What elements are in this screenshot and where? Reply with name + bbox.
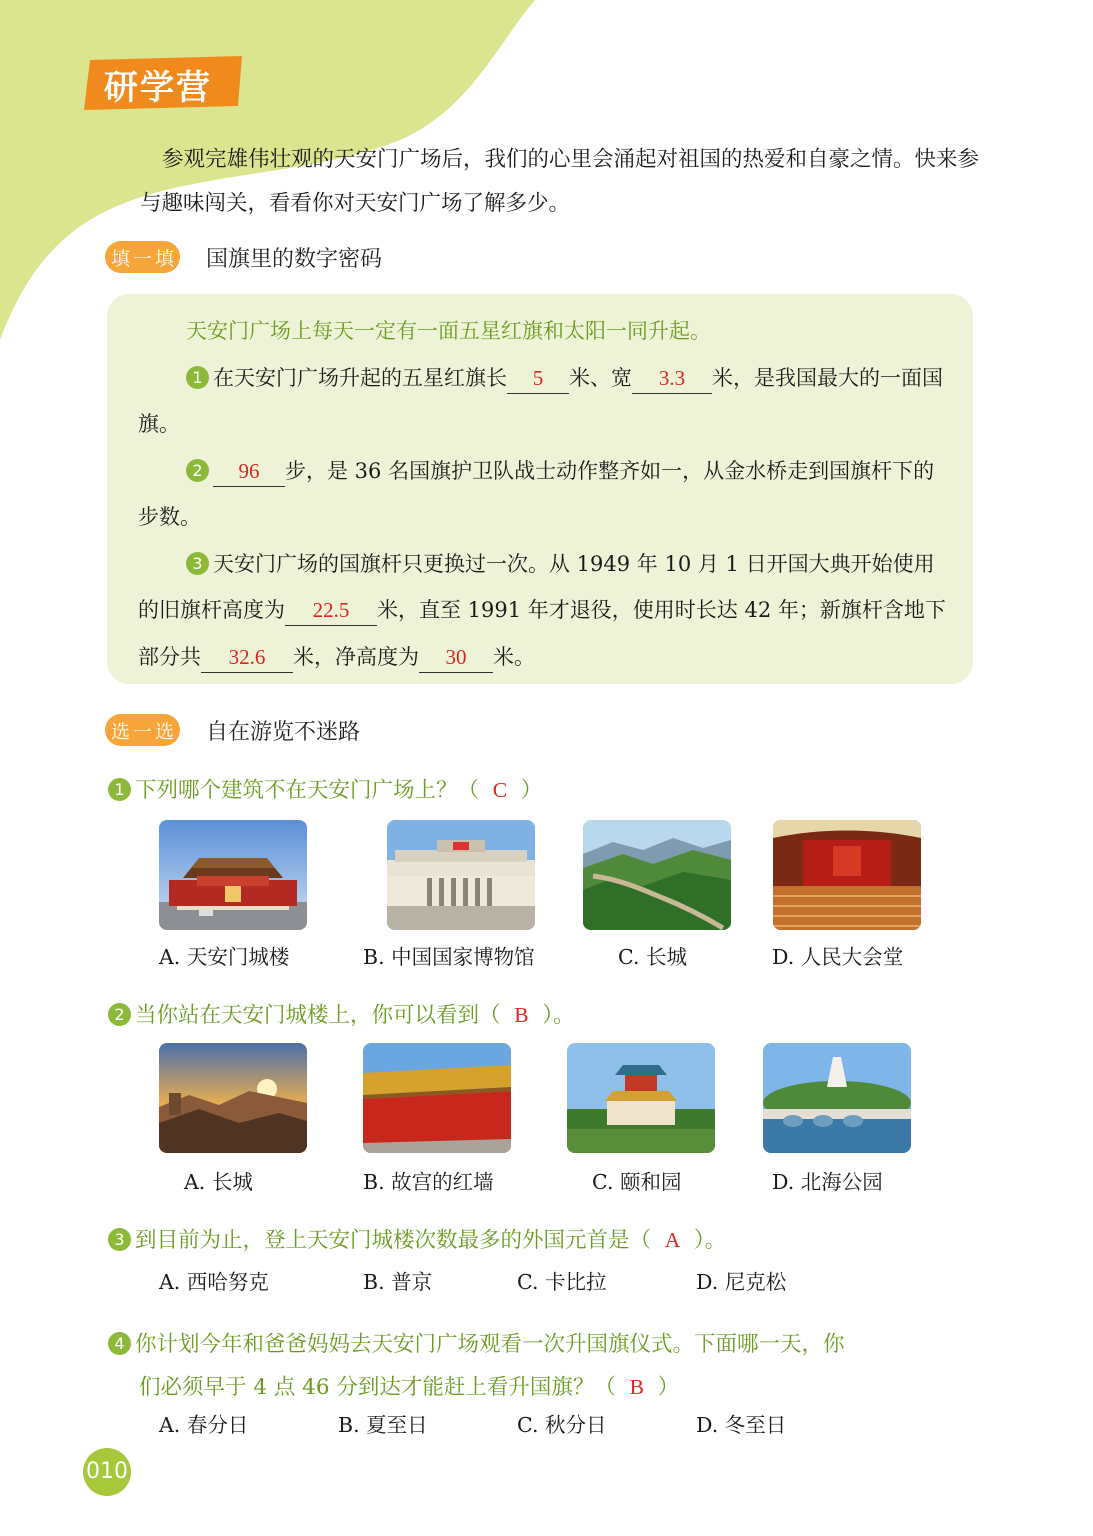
fill-item-1 — [138, 355, 953, 448]
answer: C — [492, 778, 508, 802]
q1-option-c: C. 长城 — [618, 945, 687, 969]
question-text: 下列哪个建筑不在天安门广场上？（ — [135, 778, 480, 803]
fill-text: 米、宽 — [569, 365, 632, 390]
photo-great-hall — [773, 820, 921, 930]
q2-option-d: D. 北海公园 — [772, 1170, 883, 1194]
number-badge: 2 — [186, 459, 209, 482]
fill-panel-content — [138, 308, 953, 680]
answer-blank: 32.6 — [201, 642, 293, 673]
choose-section-title: 自在游览不迷路 — [206, 719, 361, 745]
question-1 — [108, 773, 542, 804]
page-number: 010 — [83, 1448, 131, 1496]
fill-text: 步，是 36 名国旗护卫队战士动作整齐如一，从金水桥走到国旗杆下的步数。 — [138, 458, 935, 529]
fill-text: 在天安门广场升起的五星红旗长 — [213, 365, 507, 390]
fill-text: 米，直至 1991 年才退役，使用时长达 42 年；新旗杆含地下部分共 — [138, 598, 946, 669]
question-text: ） — [520, 778, 543, 803]
fill-lead: 天安门广场上每天一定有一面五星红旗和太阳一同升起。 — [186, 319, 711, 343]
question-text: ） — [657, 1375, 680, 1400]
fill-text: 天安门广场的国旗杆只更换过一次。从 1949 年 10 月 1 日开国大典开始使用的旧旗杆高度为 — [138, 551, 935, 622]
question-text: ）。 — [693, 1228, 727, 1253]
fill-text: 米。 — [493, 644, 535, 669]
q3-option-d: D. 尼克松 — [696, 1270, 787, 1294]
number-badge: 3 — [186, 552, 209, 575]
question-text: 你计划今年和爸爸妈妈去天安门广场观看一次升国旗仪式。下面哪一天，你 — [135, 1332, 845, 1357]
question-text: 当你站在天安门城楼上，你可以看到（ — [135, 1003, 501, 1028]
answer-blank: 22.5 — [285, 595, 377, 626]
answer: A — [664, 1228, 681, 1252]
q4-option-d: D. 冬至日 — [696, 1413, 787, 1437]
q2-option-c: C. 颐和园 — [592, 1170, 682, 1194]
fill-text: 米，是我国最大的一面国旗。 — [138, 365, 943, 436]
question-4 — [108, 1324, 988, 1409]
q3-option-a: A. 西哈努克 — [159, 1270, 269, 1294]
q4-option-c: C. 秋分日 — [517, 1413, 607, 1437]
question-text: 到目前为止，登上天安门城楼次数最多的外国元首是（ — [135, 1228, 652, 1253]
number-badge: 1 — [186, 366, 209, 389]
photo-summer-palace — [567, 1043, 715, 1153]
q3-option-c: C. 卡比拉 — [517, 1270, 607, 1294]
q2-option-a: A. 长城 — [184, 1170, 253, 1194]
photo-tiananmen-gate — [159, 820, 307, 930]
photo-great-wall — [583, 820, 731, 930]
fill-section-title: 国旗里的数字密码 — [206, 246, 383, 272]
q4-option-b: B. 夏至日 — [338, 1413, 428, 1437]
question-2 — [108, 998, 574, 1029]
question-text: 们必须早于 4 点 46 分到达才能赶上看升国旗？（ — [139, 1375, 616, 1400]
fill-badge — [105, 241, 180, 273]
fill-item-3 — [138, 541, 953, 681]
answer: B — [514, 1003, 529, 1027]
number-badge: 4 — [108, 1332, 131, 1355]
question-text: ）。 — [542, 1003, 575, 1028]
answer-blank: 5 — [507, 363, 569, 394]
q1-option-a: A. 天安门城楼 — [159, 945, 290, 969]
fill-section-header — [105, 237, 382, 277]
q3-option-b: B. 普京 — [363, 1270, 433, 1294]
badge-char: 一 — [133, 247, 153, 270]
answer-blank: 3.3 — [632, 363, 712, 394]
page-title: 研学营 — [104, 68, 212, 108]
number-badge: 1 — [108, 778, 131, 801]
badge-char: 填 — [155, 247, 175, 270]
badge-char: 选 — [155, 720, 175, 743]
photo-beihai-park — [763, 1043, 911, 1153]
question-4-line-2 — [108, 1366, 988, 1409]
question-3 — [108, 1223, 726, 1254]
photo-great-wall-sunset — [159, 1043, 307, 1153]
number-badge: 2 — [108, 1003, 131, 1026]
intro-paragraph: 参观完雄伟壮观的天安门广场后，我们的心里会涌起对祖国的热爱和自豪之情。快来参与趣味闯关，看看你对天安门广场了解多少。 — [140, 147, 980, 216]
answer-blank: 30 — [419, 642, 493, 673]
badge-char: 选 — [111, 720, 131, 743]
badge-char: 一 — [133, 720, 153, 743]
q1-option-d: D. 人民大会堂 — [772, 945, 904, 969]
choose-section-header — [105, 710, 360, 750]
number-badge: 3 — [108, 1228, 131, 1251]
q1-option-b: B. 中国国家博物馆 — [363, 945, 535, 969]
badge-char: 填 — [111, 247, 131, 270]
fill-text: 米，净高度为 — [293, 644, 419, 669]
fill-item-2 — [138, 448, 953, 541]
answer-blank: 96 — [213, 456, 285, 487]
q4-option-a: A. 春分日 — [159, 1413, 249, 1437]
photo-national-museum — [387, 820, 535, 930]
choose-badge — [105, 714, 180, 746]
answer: B — [629, 1375, 644, 1399]
photo-forbidden-city-red-wall — [363, 1043, 511, 1153]
question-4-line-1 — [108, 1324, 988, 1366]
q2-option-b: B. 故宫的红墙 — [363, 1170, 494, 1194]
